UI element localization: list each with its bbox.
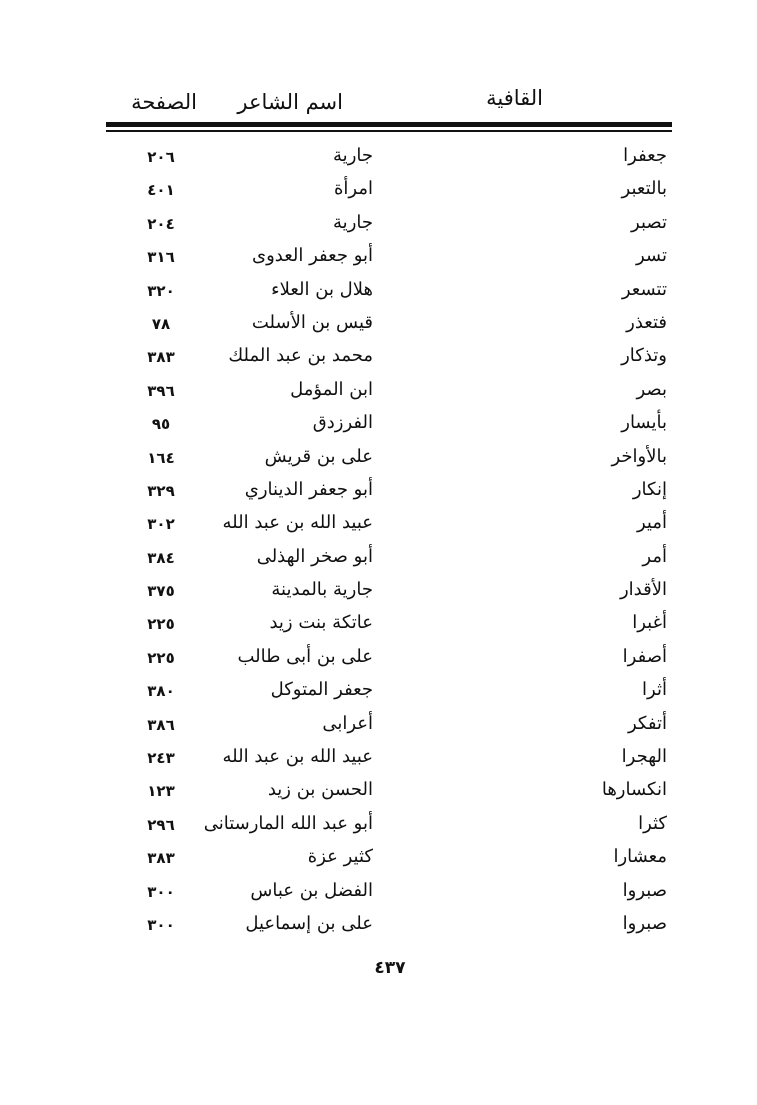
rhyme-cell: الهجرا xyxy=(621,746,667,768)
table-row xyxy=(0,210,757,243)
rhyme-cell: أغبرا xyxy=(632,612,667,634)
header-page: الصفحة xyxy=(131,90,197,114)
rhyme-cell: تتسعر xyxy=(621,278,667,300)
table-row xyxy=(0,878,757,911)
rhyme-cell: بالتعبر xyxy=(621,178,667,200)
table-header xyxy=(0,82,757,118)
table-row xyxy=(0,343,757,376)
poet-cell: جارية بالمدينة xyxy=(271,579,373,601)
poet-cell: ابن المؤمل xyxy=(290,378,373,400)
rhyme-cell: كثرا xyxy=(638,812,667,834)
page-cell: ٣٠٢ xyxy=(147,515,175,534)
rhyme-cell: بأيسار xyxy=(621,412,667,434)
rhyme-cell: بصر xyxy=(636,378,667,400)
poet-cell: عبيد الله بن عبد الله xyxy=(222,512,373,534)
poet-cell: على بن إسماعيل xyxy=(245,912,373,934)
rhyme-cell: انكسارها xyxy=(601,779,667,801)
rhyme-cell: تصبر xyxy=(631,211,667,233)
poet-cell: جارية xyxy=(333,145,373,166)
table-row xyxy=(0,410,757,443)
table-row xyxy=(0,744,757,777)
table-row xyxy=(0,644,757,677)
rhyme-cell: بالأواخر xyxy=(611,445,667,467)
poet-cell: امرأة xyxy=(333,178,373,200)
header-rhyme: القافية xyxy=(486,86,543,110)
poet-cell: كثير عزة xyxy=(307,846,373,868)
page-number: ٤٣٧ xyxy=(374,958,406,978)
page-cell: ١٢٣ xyxy=(147,782,175,801)
poet-cell: قيس بن الأسلت xyxy=(251,311,373,333)
table-row xyxy=(0,477,757,510)
rhyme-cell: أصفرا xyxy=(622,645,667,667)
rhyme-cell: جعفرا xyxy=(623,145,667,166)
rhyme-cell: وتذكار xyxy=(621,345,667,367)
table-row xyxy=(0,377,757,410)
page-cell: ٢٩٦ xyxy=(147,815,175,834)
table-row xyxy=(0,777,757,810)
rhyme-cell: معشارا xyxy=(613,846,667,868)
poet-cell: جعفر المتوكل xyxy=(270,679,373,701)
page-cell: ٢٢٥ xyxy=(147,615,175,634)
page-cell: ٣٨٤ xyxy=(147,548,175,567)
page-cell: ٣٢٩ xyxy=(147,481,175,500)
page-cell: ١٦٤ xyxy=(147,448,175,467)
index-table-body xyxy=(0,143,757,944)
page-cell: ٣٨٠ xyxy=(147,682,175,701)
header-poet-name: اسم الشاعر xyxy=(237,90,343,114)
rhyme-cell: الأقدار xyxy=(619,579,667,601)
page-cell: ٧٨ xyxy=(151,314,171,333)
poet-cell: محمد بن عبد الملك xyxy=(228,345,373,367)
poet-cell: جارية xyxy=(333,211,373,233)
rhyme-cell: صبروا xyxy=(622,879,667,901)
poet-cell: عاتكة بنت زيد xyxy=(269,612,373,634)
poet-cell: هلال بن العلاء xyxy=(271,278,373,300)
table-row xyxy=(0,510,757,543)
poet-cell: الفضل بن عباس xyxy=(250,879,373,901)
page-cell: ٢٤٣ xyxy=(147,749,175,768)
header-divider-thin xyxy=(106,130,672,132)
page-cell: ٣٩٦ xyxy=(147,381,175,400)
rhyme-cell: صبروا xyxy=(622,912,667,934)
table-row xyxy=(0,610,757,643)
page-cell: ٣٨٣ xyxy=(147,849,175,868)
poet-cell: على بن قريش xyxy=(264,445,373,467)
poet-cell: الفرزدق xyxy=(312,412,373,434)
page-cell: ٣٧٥ xyxy=(147,582,175,601)
page-cell: ٣٠٠ xyxy=(147,915,175,934)
rhyme-cell: فتعذر xyxy=(626,311,667,333)
table-row xyxy=(0,844,757,877)
page-cell: ٢٠٦ xyxy=(147,148,175,166)
table-row xyxy=(0,544,757,577)
page-cell: ٣٠٠ xyxy=(147,882,175,901)
poet-cell: على بن أبى طالب xyxy=(237,645,373,667)
page-cell: ٤٠١ xyxy=(147,181,175,200)
poet-cell: أبو عبد الله المارستانى xyxy=(203,812,373,834)
poet-cell: أعرابى xyxy=(322,712,373,734)
page-cell: ٢٠٤ xyxy=(147,214,175,233)
poet-cell: أبو صخر الهذلى xyxy=(256,545,373,567)
rhyme-cell: إنكار xyxy=(632,478,667,500)
table-row xyxy=(0,176,757,209)
page-cell: ٣٢٠ xyxy=(147,281,175,300)
page-cell: ٣٨٦ xyxy=(147,715,175,734)
table-row xyxy=(0,711,757,744)
table-row xyxy=(0,811,757,844)
table-row xyxy=(0,444,757,477)
table-row xyxy=(0,243,757,276)
rhyme-cell: أمير xyxy=(636,512,667,534)
rhyme-cell: أتفكر xyxy=(628,712,667,734)
poet-cell: الحسن بن زيد xyxy=(267,779,373,801)
table-row xyxy=(0,577,757,610)
header-divider-thick xyxy=(106,122,672,127)
poet-cell: أبو جعفر العدوى xyxy=(252,245,373,267)
table-row xyxy=(0,143,757,176)
poet-cell: عبيد الله بن عبد الله xyxy=(222,746,373,768)
rhyme-cell: أمر xyxy=(642,545,667,567)
page-cell: ٢٢٥ xyxy=(147,648,175,667)
page-cell: ٣٨٣ xyxy=(147,348,175,367)
table-row xyxy=(0,911,757,944)
table-row xyxy=(0,277,757,310)
rhyme-cell: تسر xyxy=(636,245,667,267)
table-row xyxy=(0,310,757,343)
page-cell: ٩٥ xyxy=(151,415,171,434)
poet-cell: أبو جعفر الديناري xyxy=(244,478,373,500)
page-cell: ٣١٦ xyxy=(147,248,175,267)
rhyme-cell: أثرا xyxy=(642,679,667,701)
table-row xyxy=(0,677,757,710)
